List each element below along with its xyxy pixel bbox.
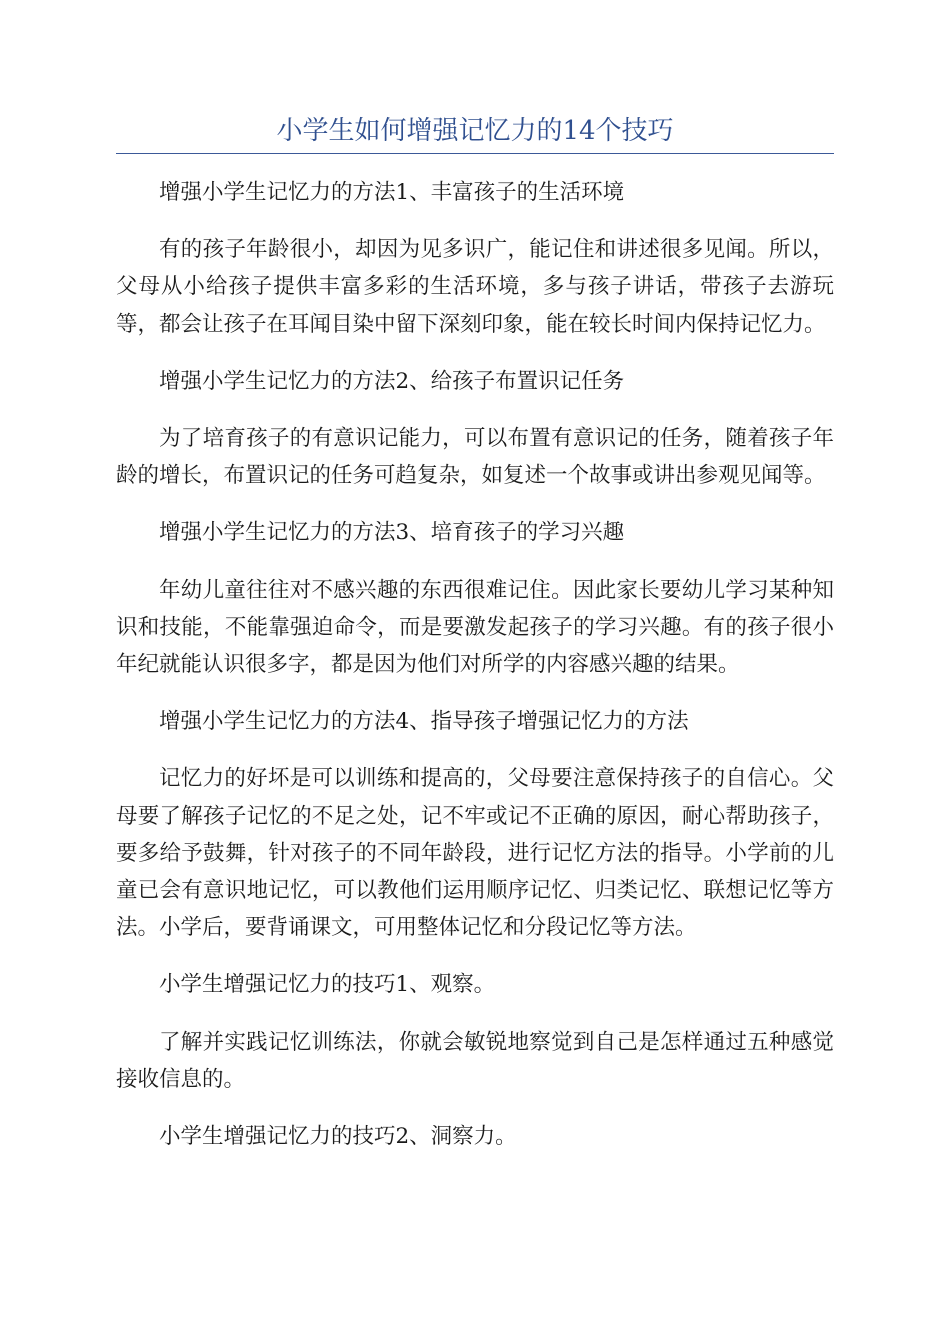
body-paragraph: 记忆力的好坏是可以训练和提高的，父母要注意保持孩子的自信心。父母要了解孩子记忆的不足之处，记不牢或记不正确的原因，耐心帮助孩子，要多给予鼓舞，针对孩子的不同年龄段，进行记忆方法的指导。小学前的儿童已会有意识地记忆，可以教他们运用顺序记忆、归类记忆、联想记忆等方法。小学后，要背诵课文，可用整体记忆和分段记忆等方法。 (116, 766, 834, 941)
section-heading: 小学生增强记忆力的技巧2、洞察力。 (159, 1124, 517, 1150)
body-paragraph: 年幼儿童往往对不感兴趣的东西很难记住。因此家长要幼儿学习某种知识和技能，不能靠强迫命令，而是要激发起孩子的学习兴趣。有的孩子很小年纪就能认识很多字，都是因为他们对所学的内容感兴趣的结果。 (116, 577, 834, 678)
section-heading: 增强小学生记忆力的方法2、给孩子布置识记任务 (159, 368, 625, 394)
section-heading: 增强小学生记忆力的方法3、培育孩子的学习兴趣 (159, 520, 625, 546)
body-paragraph: 有的孩子年龄很小，却因为见多识广，能记住和讲述很多见闻。所以，父母从小给孩子提供丰富多彩的生活环境，多与孩子讲话，带孩子去游玩等，都会让孩子在耳闻目染中留下深刻印象，能在较长时间内保持记忆力。 (116, 237, 834, 337)
document-body (116, 174, 834, 1175)
body-paragraph: 为了培育孩子的有意识记能力，可以布置有意识记的任务，随着孩子年龄的增长，布置识记的任务可趋复杂，如复述一个故事或讲出参观见闻等。 (116, 426, 834, 489)
body-paragraph: 了解并实践记忆训练法，你就会敏锐地察觉到自己是怎样通过五种感觉接收信息的。 (116, 1029, 834, 1092)
section-heading: 小学生增强记忆力的技巧1、观察。 (159, 972, 496, 998)
section-heading: 增强小学生记忆力的方法4、指导孩子增强记忆力的方法 (159, 709, 689, 735)
document-title: 小学生如何增强记忆力的14个技巧 (276, 116, 674, 146)
title-underline (116, 153, 834, 154)
section-heading: 增强小学生记忆力的方法1、丰富孩子的生活环境 (159, 180, 625, 205)
